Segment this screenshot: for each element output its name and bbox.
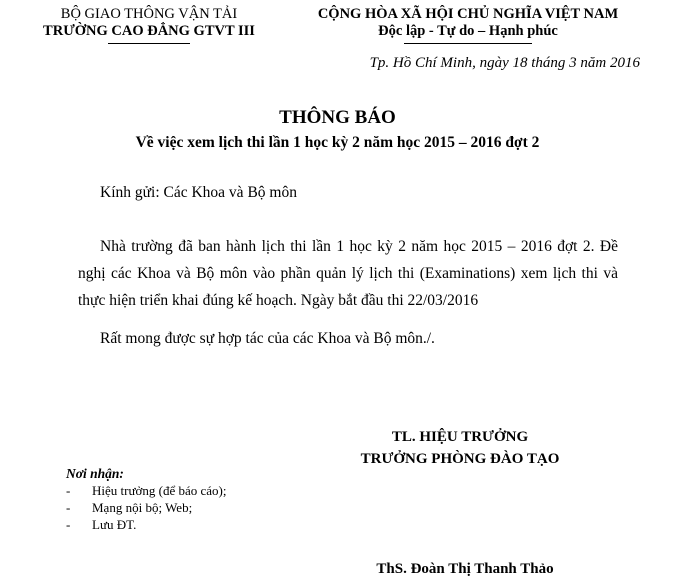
document-subject: Về việc xem lịch thi lần 1 học kỳ 2 năm học 2015 – 2016 đợt 2	[135, 134, 540, 151]
document-title: THÔNG BÁO	[279, 107, 396, 128]
list-bullet: -	[66, 500, 71, 515]
motto-underline	[404, 43, 532, 44]
list-item-text: Mạng nội bộ; Web;	[92, 500, 193, 515]
list-bullet: -	[66, 483, 71, 498]
list-item	[66, 499, 226, 516]
recipients-list	[66, 482, 226, 533]
list-item-text: Hiệu trưởng (để báo cáo);	[92, 483, 227, 498]
body-paragraph	[78, 233, 618, 314]
list-item-text: Lưu ĐT.	[92, 517, 137, 532]
list-item	[66, 482, 226, 499]
signer-name: ThS. Đoàn Thị Thanh Thảo	[376, 561, 554, 577]
school-name: TRƯỜNG CAO ĐẲNG GTVT III	[43, 23, 255, 39]
ministry-name: BỘ GIAO THÔNG VẬN TẢI	[60, 6, 238, 22]
closing-line: Rất mong được sự hợp tác của các Khoa và Bộ môn./.	[100, 330, 435, 347]
national-motto: Độc lập - Tự do – Hạnh phúc	[378, 23, 558, 39]
republic-name: CỘNG HÒA XÃ HỘI CHỦ NGHĨA VIỆT NAM	[317, 6, 619, 22]
list-item	[66, 516, 226, 533]
place-date: Tp. Hồ Chí Minh, ngày 18 tháng 3 năm 2016	[369, 55, 640, 71]
recipients-label: Nơi nhận:	[66, 466, 124, 481]
list-bullet: -	[66, 517, 71, 532]
school-underline	[108, 43, 190, 44]
body-paragraph-text: Nhà trường đã ban hành lịch thi lần 1 học kỳ 2 năm học 2015 – 2016 đợt 2. Đề nghị các Khoa và Bộ môn vào phần quản lý lịch thi (Examinations) xem lịch thi và thực hiện triển khai đúng kế hoạch. Ngày bắt đầu thi 22/03/2016	[78, 238, 618, 309]
signature-title-line1: TL. HIỆU TRƯỞNG	[391, 429, 529, 445]
signature-title-line2: TRƯỞNG PHÒNG ĐÀO TẠO	[360, 451, 560, 467]
recipient-line: Kính gửi: Các Khoa và Bộ môn	[100, 184, 297, 201]
